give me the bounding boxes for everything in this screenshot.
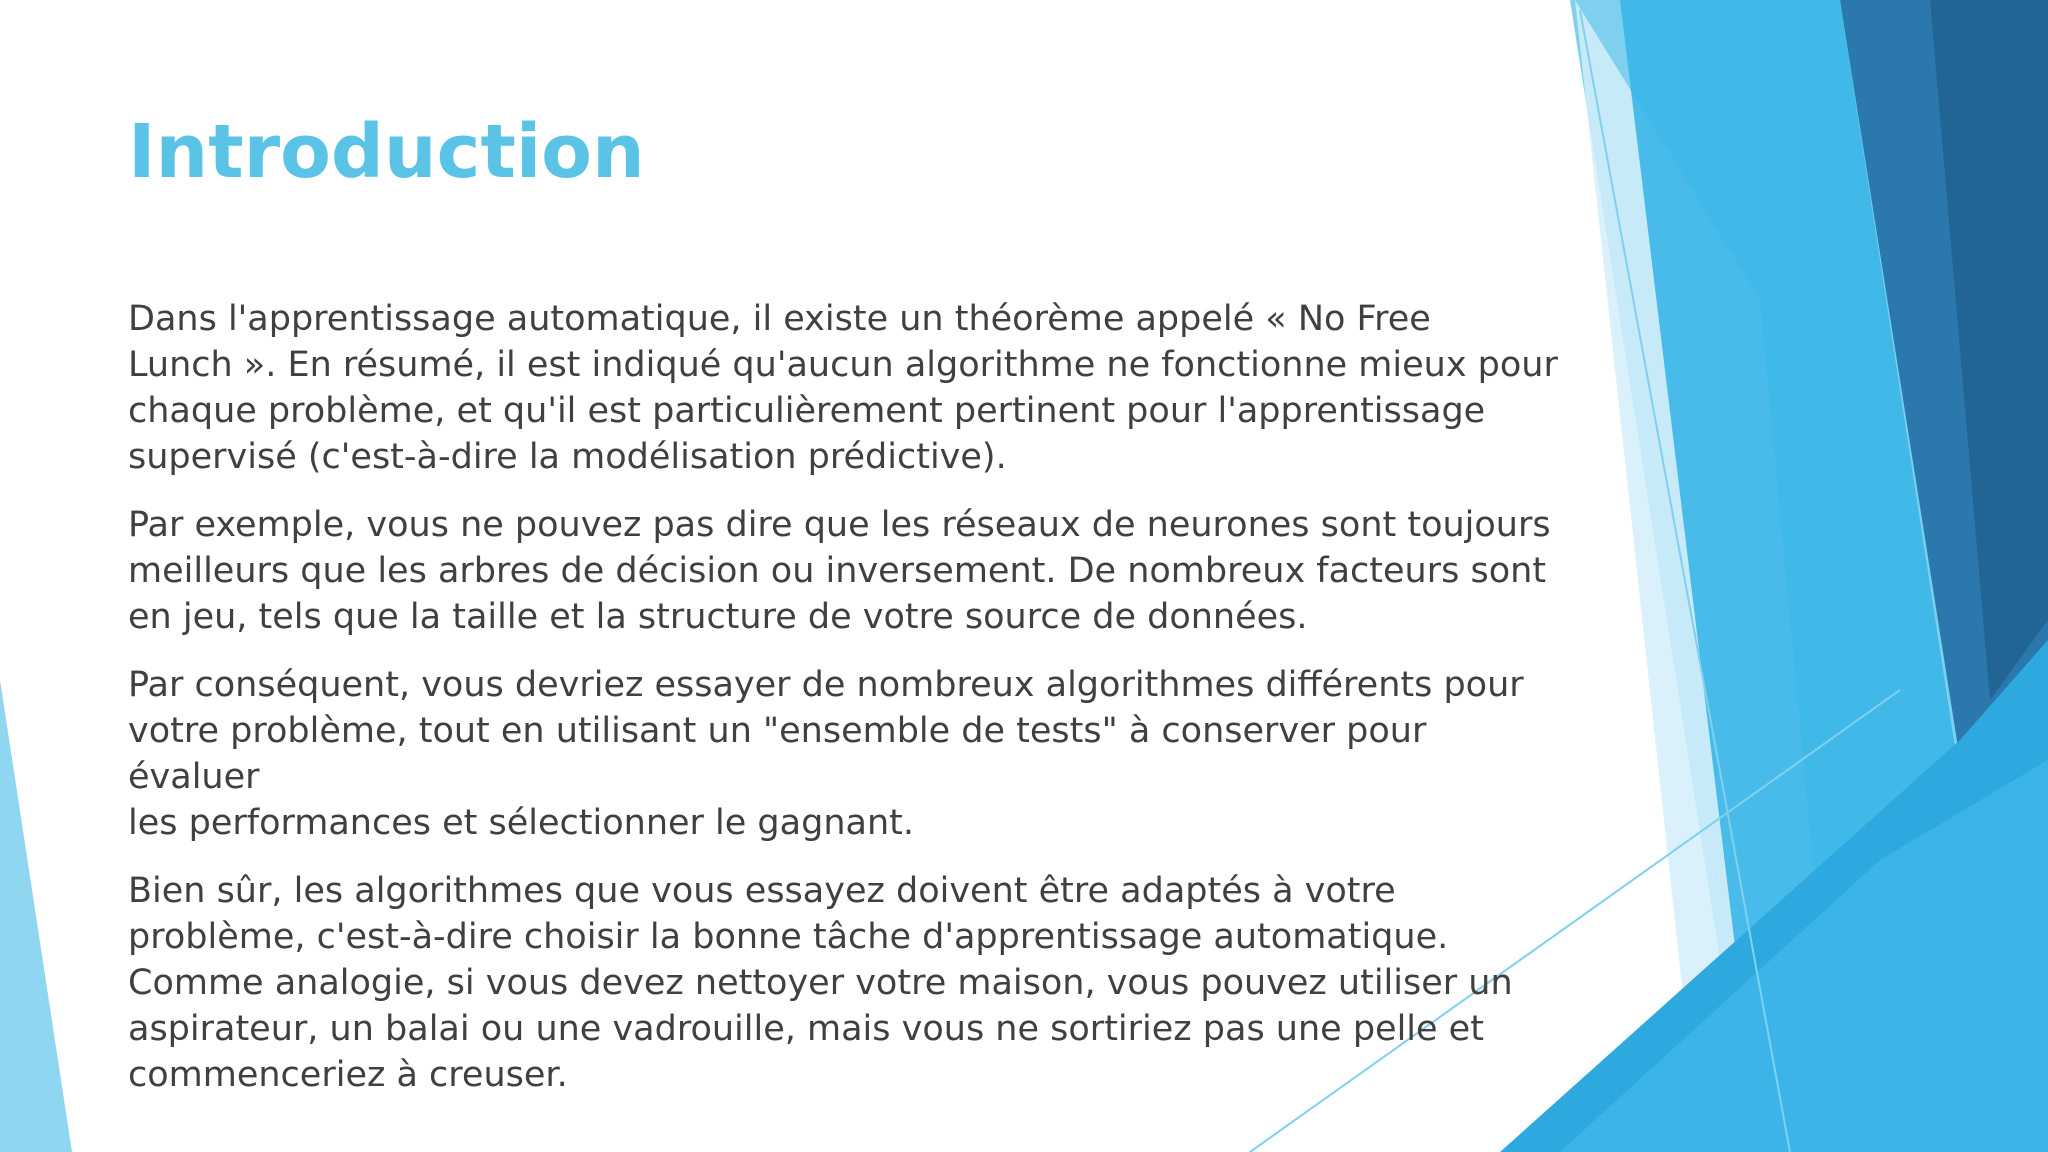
paragraph-example: Par exemple, vous ne pouvez pas dire que les réseaux de neurones sont toujours meilleurs que les arbres de décision ou inversement. De nombreux facteurs sont en jeu, tels que la taille et la structure de votre source de données. — [128, 505, 1551, 637]
paragraph-no-free-lunch: Dans l'apprentissage automatique, il existe un théorème appelé « No Free Lunch ». En résumé, il est indiqué qu'aucun algorithme ne fonctionne mieux pour chaque problème, et qu'il est particulièrement pertinent pour l'apprentissage supervisé (c'est-à-dire la modélisation prédictive). — [128, 299, 1558, 477]
deco-shape-left-wedge — [0, 680, 72, 1152]
slide-title: Introduction — [128, 109, 645, 195]
paragraph-analogy: Bien sûr, les algorithmes que vous essayez doivent être adaptés à votre problème, c'est-à-dire choisir la bonne tâche d'apprentissage automatique. Comme analogie, si vous devez nettoyer votre maison, vous pouvez utiliser un aspirateur, un balai ou une vadrouille, mais vous ne sortiriez pas une pelle et commenceriez à creuser. — [128, 871, 1513, 1095]
slide-body — [128, 296, 1568, 1120]
paragraph-consequence: Par conséquent, vous devriez essayer de nombreux algorithmes différents pour votre problème, tout en utilisant un "ensemble de tests" à conserver pour évaluer les performances et sélectionner le gagnant. — [128, 665, 1524, 843]
